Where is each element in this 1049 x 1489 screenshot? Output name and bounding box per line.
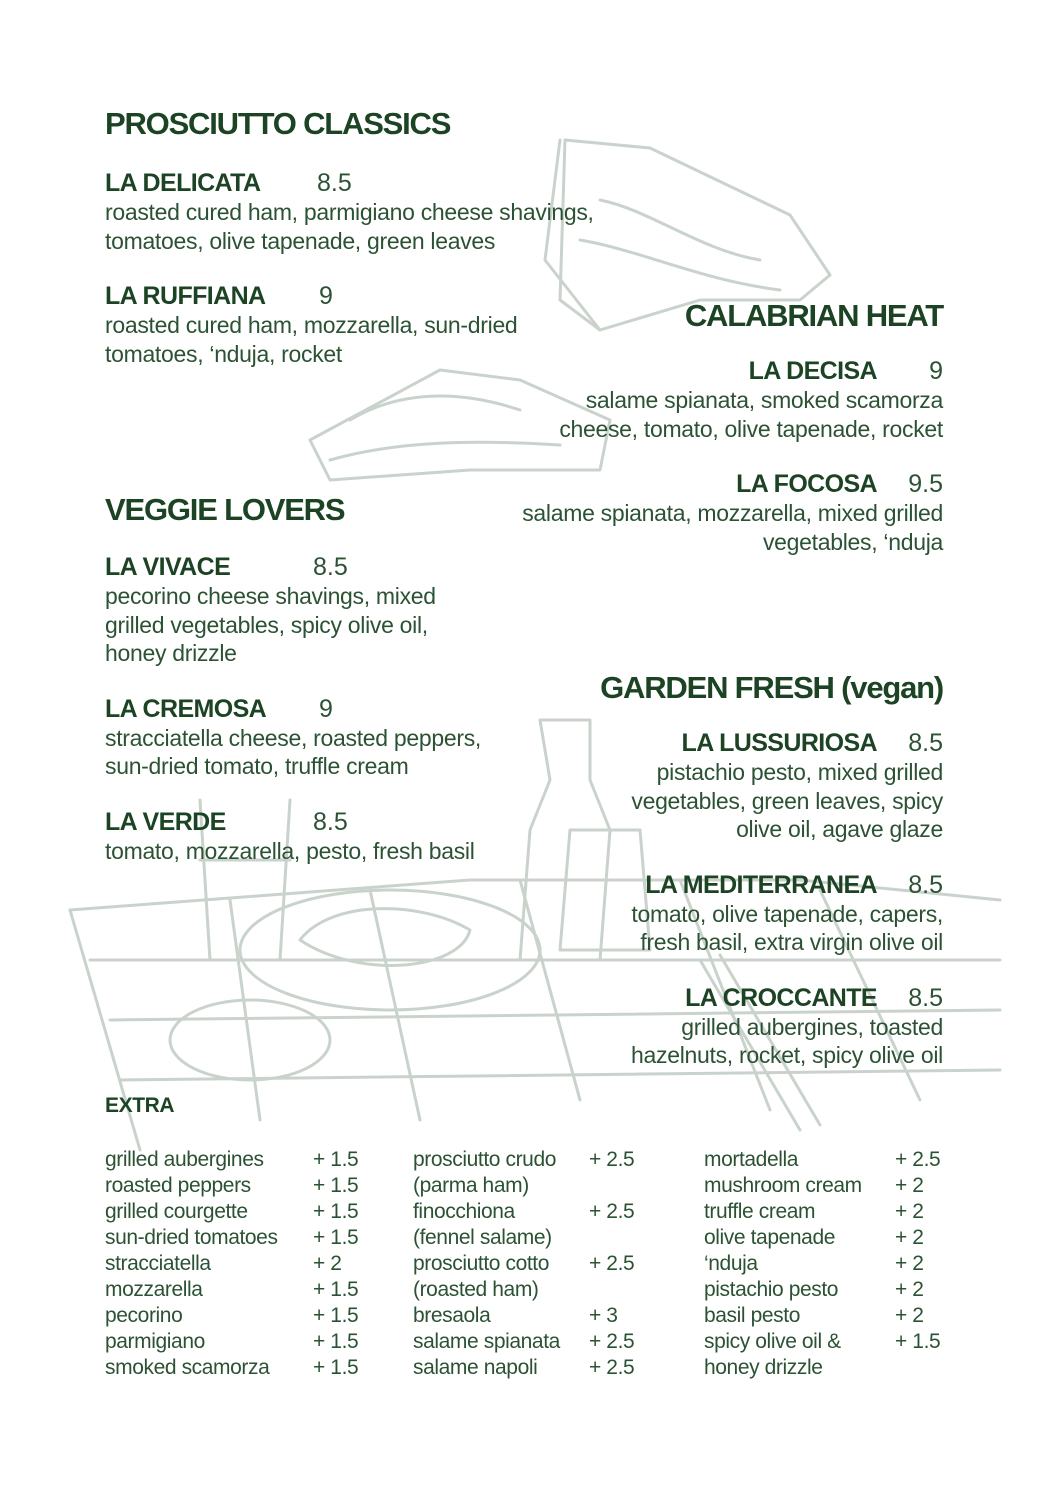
item-price: 8.5 xyxy=(908,870,943,899)
section-title: VEGGIE LOVERS xyxy=(105,492,345,527)
extra-row xyxy=(105,1251,365,1277)
extra-name: smoked scamorza xyxy=(105,1356,270,1379)
extra-column-2 xyxy=(413,1147,653,1381)
section-garden-fresh xyxy=(563,670,943,1096)
section-title: CALABRIAN HEAT xyxy=(684,298,943,333)
item-description: roasted cured ham, mozzarella, sun-dried tomatoes, ‘nduja, rocket xyxy=(105,312,518,367)
extra-name: pistachio pesto xyxy=(704,1278,839,1301)
extra-row xyxy=(704,1329,949,1355)
item-price: 9 xyxy=(929,357,943,385)
item-name: LA MEDITERRANEA xyxy=(645,870,877,899)
extra-name: (roasted ham) xyxy=(413,1278,539,1301)
extra-row xyxy=(704,1277,949,1303)
menu-item xyxy=(563,870,943,957)
extra-price: + 2 xyxy=(313,1252,342,1275)
extra-row xyxy=(105,1303,365,1329)
item-price: 8.5 xyxy=(313,553,348,581)
extra-row xyxy=(105,1355,365,1381)
item-description: salame spianata, smoked scamorza cheese, tomato, olive tapenade, rocket xyxy=(559,387,943,442)
extra-name: mortadella xyxy=(704,1148,799,1171)
section-title: GARDEN FRESH (vegan) xyxy=(600,670,943,705)
extra-name: ‘nduja xyxy=(704,1252,758,1275)
extra-price: + 1.5 xyxy=(313,1304,359,1327)
item-price: 8.5 xyxy=(908,729,943,757)
extra-name: basil pesto xyxy=(704,1304,800,1327)
item-price: 9.5 xyxy=(908,470,943,498)
extra-name: mushroom cream xyxy=(704,1174,862,1197)
menu-item xyxy=(563,728,943,844)
item-name: LA CROCCANTE xyxy=(685,983,877,1012)
extra-row xyxy=(105,1225,365,1251)
extra-name: prosciutto cotto xyxy=(413,1252,550,1275)
extra-row xyxy=(105,1329,365,1355)
extra-row xyxy=(105,1173,365,1199)
menu-item xyxy=(105,552,525,668)
item-price: 9 xyxy=(319,282,333,310)
extra-row xyxy=(704,1225,949,1251)
item-name: LA CREMOSA xyxy=(105,694,267,723)
item-price: 8.5 xyxy=(317,169,352,197)
extra-price: + 2 xyxy=(895,1200,924,1223)
section-calabrian-heat xyxy=(463,298,943,582)
extra-price: + 2.5 xyxy=(589,1330,635,1353)
extra-price: + 1.5 xyxy=(313,1330,359,1353)
extra-price: + 2.5 xyxy=(589,1356,635,1379)
extra-name: roasted peppers xyxy=(105,1174,251,1197)
extra-price: + 1.5 xyxy=(895,1330,941,1353)
extra-name: pecorino xyxy=(105,1304,183,1327)
extra-price: + 2 xyxy=(895,1226,924,1249)
extra-row xyxy=(704,1355,949,1381)
extra-row xyxy=(704,1199,949,1225)
extra-name: salame spianata xyxy=(413,1330,560,1353)
extra-name: (parma ham) xyxy=(413,1174,529,1197)
extra-price: + 2 xyxy=(895,1278,924,1301)
extra-price: + 2 xyxy=(895,1252,924,1275)
extra-name: (fennel salame) xyxy=(413,1226,552,1249)
extra-name: olive tapenade xyxy=(704,1226,836,1249)
extra-row xyxy=(413,1199,653,1225)
menu-item xyxy=(105,807,525,866)
item-price: 8.5 xyxy=(313,807,348,836)
extra-row xyxy=(413,1355,653,1381)
item-description: stracciatella cheese, roasted peppers, sun-dried tomato, truffle cream xyxy=(105,724,481,779)
item-description: tomato, olive tapenade, capers, fresh basil, extra virgin olive oil xyxy=(631,900,943,955)
item-name: LA FOCOSA xyxy=(736,470,877,498)
item-price: 9 xyxy=(319,694,333,723)
menu-item xyxy=(563,983,943,1070)
extra-name: stracciatella xyxy=(105,1252,211,1275)
item-description: pecorino cheese shavings, mixed grilled vegetables, spicy olive oil, honey drizzle xyxy=(105,583,436,666)
item-name: LA LUSSURIOSA xyxy=(681,729,877,757)
section-veggie-lovers xyxy=(105,492,525,891)
extra-row xyxy=(413,1251,653,1277)
extra-name: spicy olive oil & xyxy=(704,1330,841,1353)
extra-name: truffle cream xyxy=(704,1200,816,1223)
item-description: pistachio pesto, mixed grilled vegetables, green leaves, spicy olive oil, agave glaze xyxy=(631,759,943,842)
extra-row xyxy=(413,1303,653,1329)
extra-row xyxy=(704,1173,949,1199)
item-description: grilled aubergines, toasted hazelnuts, rocket, spicy olive oil xyxy=(631,1013,943,1068)
extra-row xyxy=(413,1173,653,1199)
extra-title: EXTRA xyxy=(105,1094,175,1117)
menu-item xyxy=(463,469,943,556)
extra-name: finocchiona xyxy=(413,1200,515,1223)
extra-row xyxy=(704,1303,949,1329)
item-name: LA DECISA xyxy=(748,357,877,385)
extra-row xyxy=(105,1199,365,1225)
extra-price: + 2.5 xyxy=(895,1148,941,1171)
extra-name: sun-dried tomatoes xyxy=(105,1226,278,1249)
extra-row xyxy=(704,1251,949,1277)
extra-row xyxy=(413,1277,653,1303)
menu-item xyxy=(463,356,943,443)
item-price: 8.5 xyxy=(908,983,943,1012)
extra-name: honey drizzle xyxy=(704,1356,823,1379)
extra-price: + 2.5 xyxy=(589,1252,635,1275)
item-description: salame spianata, mozzarella, mixed grilled vegetables, ‘nduja xyxy=(522,500,943,555)
menu-item xyxy=(105,168,665,255)
section-title: PROSCIUTTO CLASSICS xyxy=(105,106,451,141)
extra-name: prosciutto crudo xyxy=(413,1148,557,1171)
item-name: LA DELICATA xyxy=(105,169,261,197)
extra-price: + 2 xyxy=(895,1174,924,1197)
extra-name: mozzarella xyxy=(105,1278,203,1301)
item-name: LA RUFFIANA xyxy=(105,282,266,310)
extra-price: + 2.5 xyxy=(589,1200,635,1223)
extra-name: salame napoli xyxy=(413,1356,538,1379)
extra-price: + 2 xyxy=(895,1304,924,1327)
extra-column-1 xyxy=(105,1147,365,1381)
extra-price: + 2.5 xyxy=(589,1148,635,1171)
extra-price: + 1.5 xyxy=(313,1226,359,1249)
extra-row xyxy=(413,1225,653,1251)
extra-name: parmigiano xyxy=(105,1330,205,1353)
extra-column-3 xyxy=(704,1147,949,1381)
extra-price: + 1.5 xyxy=(313,1200,359,1223)
extra-row xyxy=(413,1147,653,1173)
extra-price: + 1.5 xyxy=(313,1174,359,1197)
menu-item xyxy=(105,694,525,781)
item-description: roasted cured ham, parmigiano cheese shavings, tomatoes, olive tapenade, green leaves xyxy=(105,199,594,254)
extra-row xyxy=(413,1329,653,1355)
item-name: LA VIVACE xyxy=(105,553,231,581)
extra-row xyxy=(105,1147,365,1173)
extra-price: + 1.5 xyxy=(313,1148,359,1171)
extra-name: bresaola xyxy=(413,1304,491,1327)
extra-name: grilled aubergines xyxy=(105,1148,264,1171)
extra-name: grilled courgette xyxy=(105,1200,248,1223)
item-name: LA VERDE xyxy=(105,807,226,836)
extra-price: + 1.5 xyxy=(313,1278,359,1301)
extra-price: + 1.5 xyxy=(313,1356,359,1379)
item-description: tomato, mozzarella, pesto, fresh basil xyxy=(105,837,475,864)
extra-row xyxy=(105,1277,365,1303)
extra-row xyxy=(704,1147,949,1173)
extra-price: + 3 xyxy=(589,1304,618,1327)
